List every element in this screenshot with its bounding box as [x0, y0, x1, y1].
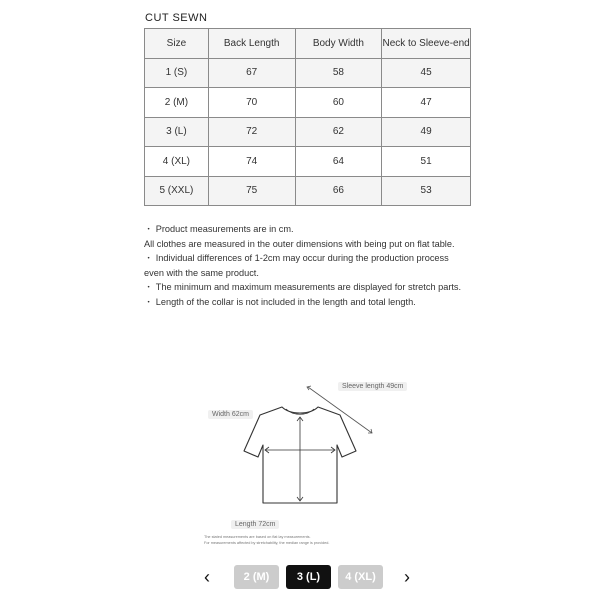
chevron-right-icon[interactable]: ›: [404, 566, 410, 587]
note-line: ・ The minimum and maximum measurements are displayed for stretch parts.: [144, 282, 462, 293]
table-row: [145, 147, 471, 177]
note-line: ・ Length of the collar is not included in the length and total length.: [144, 296, 416, 307]
size-button-current[interactable]: 3 (L): [286, 565, 331, 589]
table-cell: 53: [382, 176, 471, 206]
table-cell: 2 (M): [145, 88, 209, 118]
table-cell: 62: [295, 117, 382, 147]
table-header-row: [145, 29, 471, 59]
table-cell: 67: [208, 58, 295, 88]
table-cell: 74: [208, 147, 295, 177]
note-line: ・ Product measurements are in cm.: [144, 224, 294, 234]
table-cell: 60: [295, 88, 382, 118]
table-cell: 75: [208, 176, 295, 206]
length-label: Length 72cm: [231, 520, 279, 529]
section-title: CUT SEWN: [145, 12, 208, 24]
width-label: Width 62cm: [208, 410, 253, 419]
header-body-width: Body Width: [295, 29, 382, 59]
table-cell: 47: [382, 88, 471, 118]
header-neck-to-sleeve-end: Neck to Sleeve-end: [382, 29, 471, 59]
note-line: All clothes are measured in the outer dimensions with being put on flat table.: [144, 238, 455, 249]
diagram-footnote: The stated measurements are based on flat lay measurements.: [204, 535, 311, 539]
table-row: [145, 176, 471, 206]
table-row: [145, 117, 471, 147]
table-cell: 1 (S): [145, 58, 209, 88]
size-button-next[interactable]: 4 (XL): [338, 565, 383, 589]
table-cell: 4 (XL): [145, 147, 209, 177]
tshirt-measurement-diagram: [200, 375, 410, 555]
table-cell: 45: [382, 58, 471, 88]
size-button-prev[interactable]: 2 (M): [234, 565, 279, 589]
note-line: ・ Individual differences of 1-2cm may occur during the production process even with the same product.: [144, 253, 449, 278]
table-row: [145, 58, 471, 88]
table-cell: 66: [295, 176, 382, 206]
table-cell: 70: [208, 88, 295, 118]
table-row: [145, 88, 471, 118]
table-cell: 64: [295, 147, 382, 177]
sleeve-length-label: Sleeve length 49cm: [338, 382, 407, 391]
header-size: Size: [145, 29, 209, 59]
size-pager: [0, 564, 600, 590]
table-cell: 49: [382, 117, 471, 147]
table-cell: 58: [295, 58, 382, 88]
header-back-length: Back Length: [208, 29, 295, 59]
measurement-notes: [144, 222, 464, 310]
table-cell: 5 (XXL): [145, 176, 209, 206]
diagram-footnote: For measurements affected by stretchability, the median range is provided.: [204, 541, 330, 545]
table-cell: 72: [208, 117, 295, 147]
size-table: [144, 28, 471, 206]
table-cell: 3 (L): [145, 117, 209, 147]
chevron-left-icon[interactable]: ‹: [204, 566, 210, 587]
table-cell: 51: [382, 147, 471, 177]
